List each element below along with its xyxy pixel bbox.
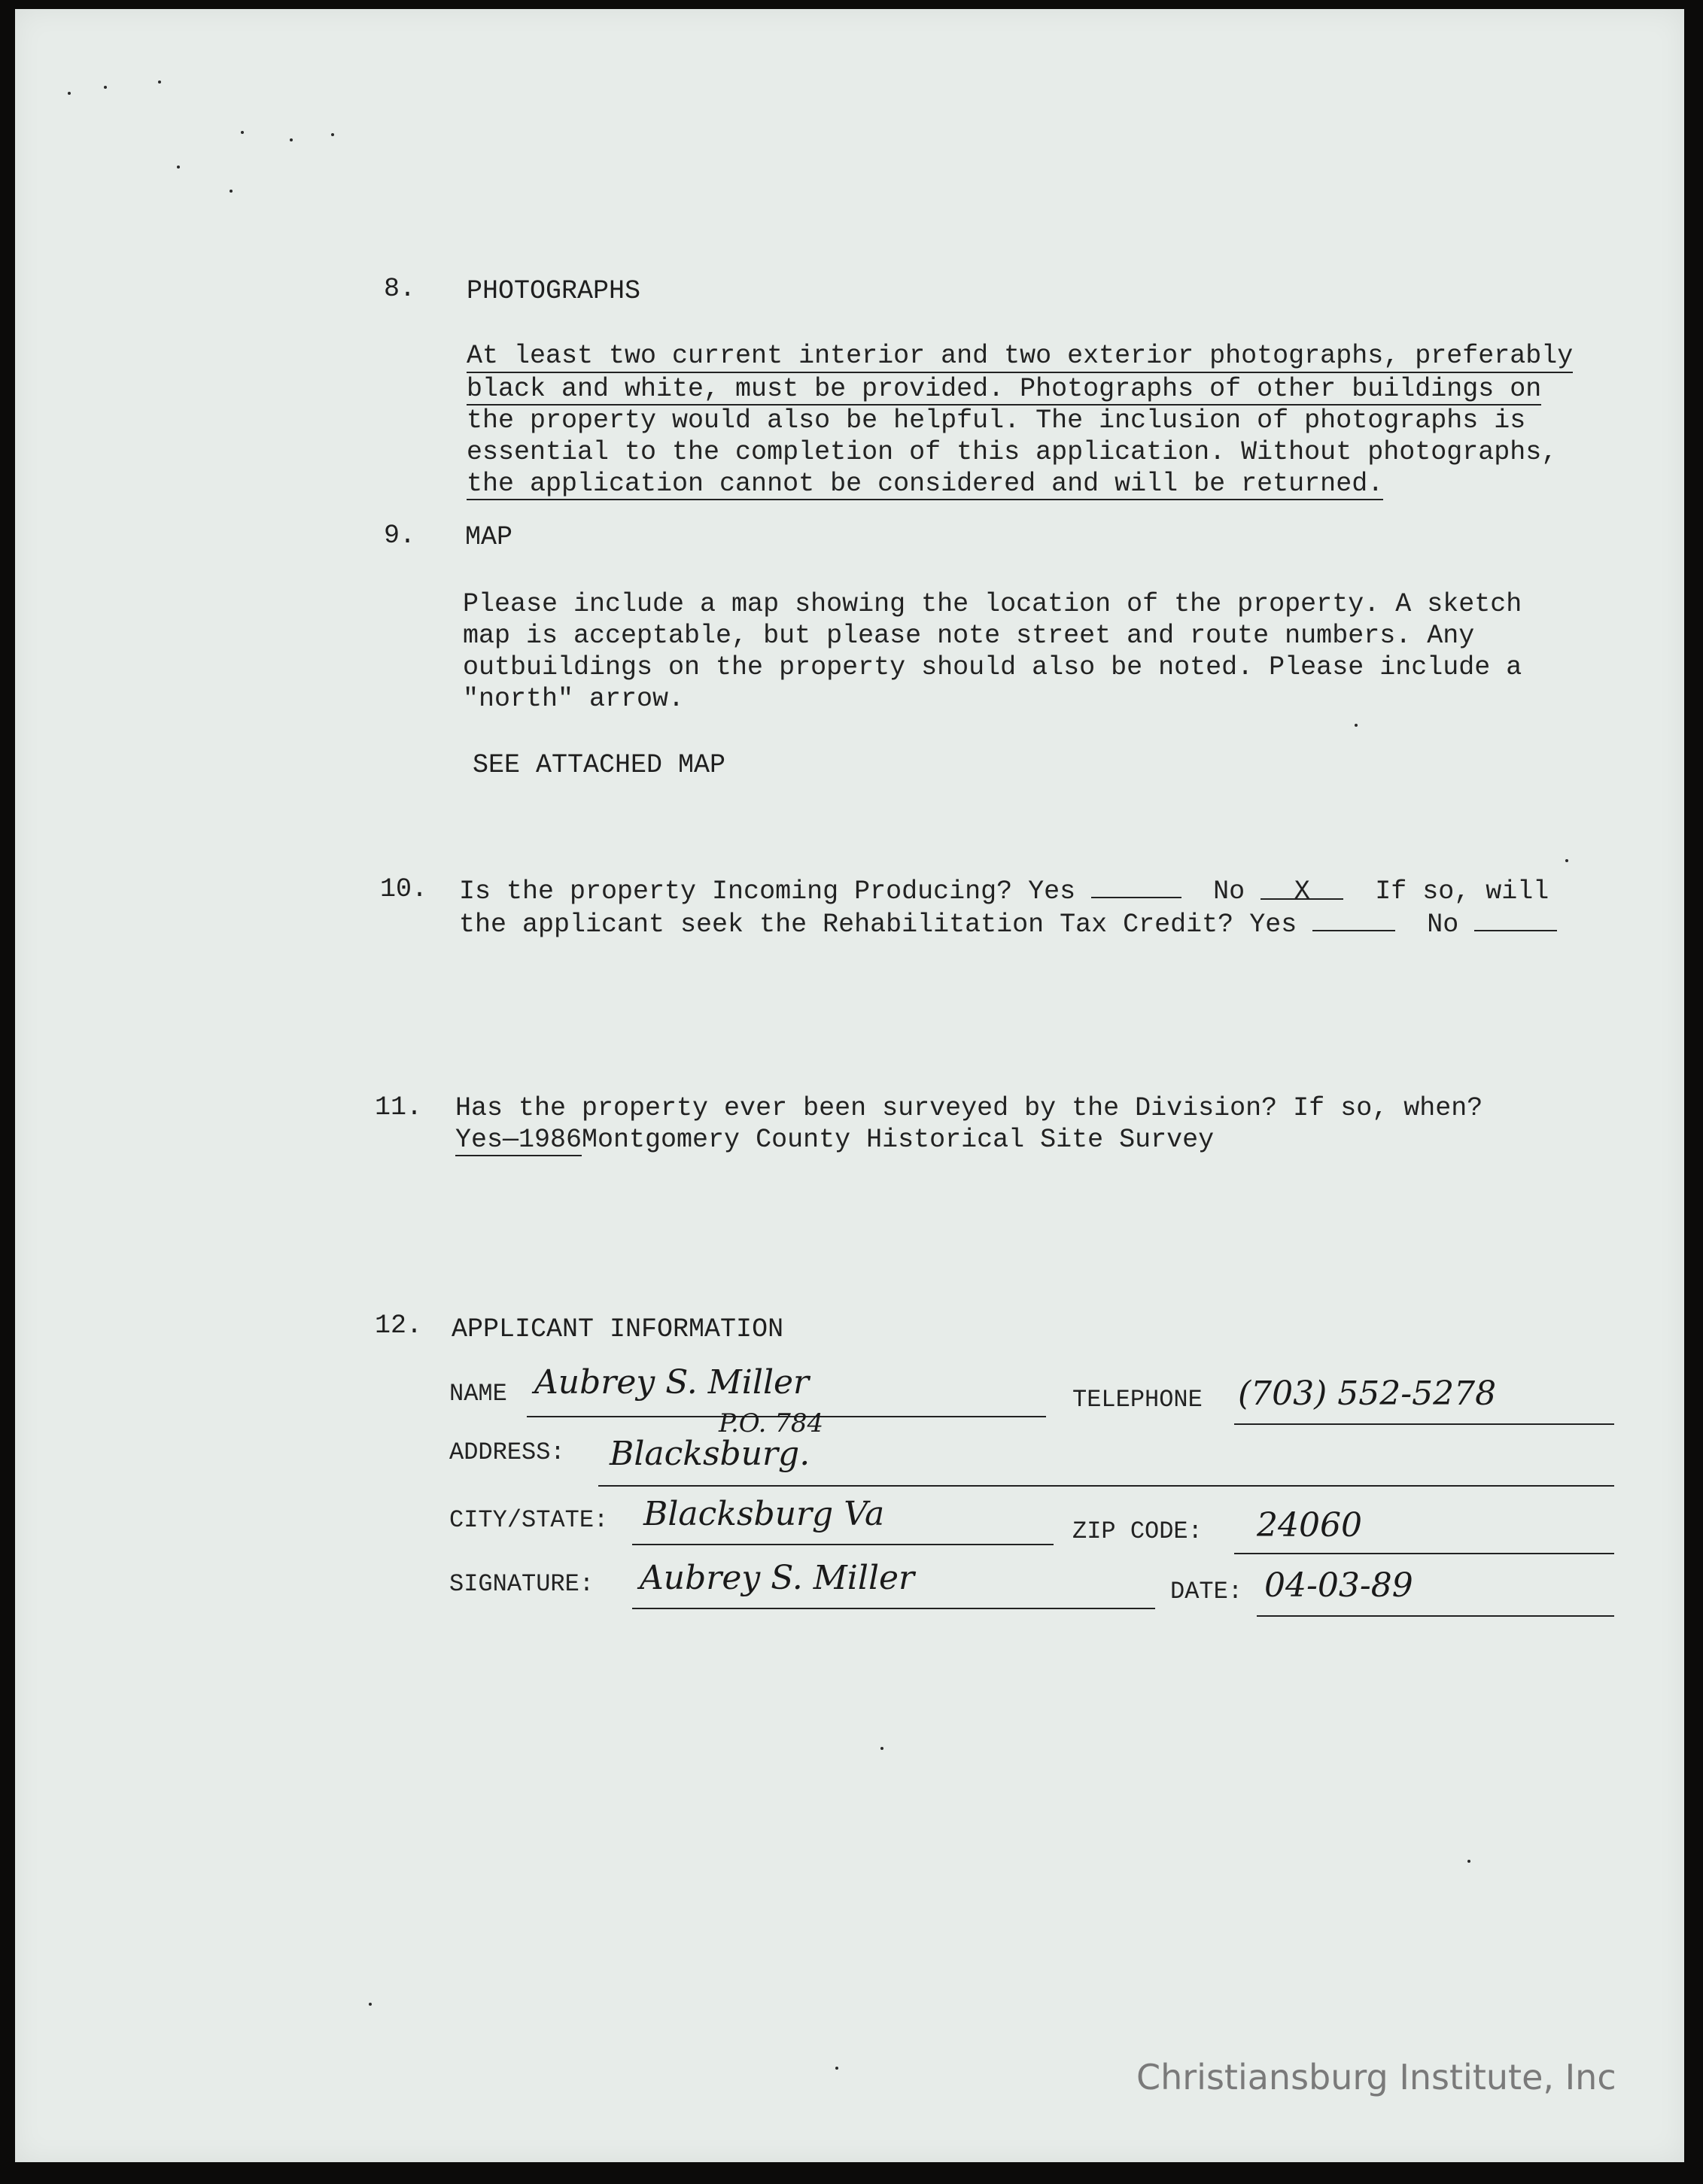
name-label: NAME [449,1380,507,1408]
address-value: Blacksburg. [610,1435,810,1473]
paper-speck [1355,724,1358,727]
section-11-number: 11. [375,1092,423,1122]
signature-line [632,1608,1155,1609]
section-9-heading: MAP [465,522,513,552]
section-9-body [463,588,1522,715]
telephone-label: TELEPHONE [1072,1386,1203,1414]
paper-speck [158,80,161,84]
section-10-body [459,874,1557,940]
section-12-heading: APPLICANT INFORMATION [452,1314,784,1344]
section-8-number: 8. [384,274,416,304]
paper-speck [230,190,233,193]
section-9-line: "north" arrow. [463,684,685,714]
telephone-line [1234,1423,1614,1425]
paper-speck [241,131,244,134]
section-11-question: Has the property ever been surveyed by the Division? If so, when? [455,1093,1483,1123]
paper-speck [880,1747,883,1750]
paper-speck [177,166,180,169]
section-10-line-2: the applicant seek the Rehabilitation Tax Credit? Yes No [459,907,1557,940]
section-8-heading: PHOTOGRAPHS [467,276,641,306]
section-10-number: 10. [380,874,428,904]
tax-credit-yes-blank [1312,907,1395,931]
section-10-line-1: Is the property Incoming Producing? Yes No X If so, will [459,874,1557,907]
paper-speck [104,86,107,89]
zip-code-value: 24060 [1257,1506,1362,1545]
section-8-line: black and white, must be provided. Photographs of other buildings on [467,374,1542,404]
section-12-number: 12. [375,1311,423,1341]
section-11-answer: Yes—1986Montgomery County Historical Site Survey [455,1125,1215,1155]
tax-credit-no-blank [1474,907,1557,931]
section-8-body [467,340,1573,500]
income-yes-blank [1091,874,1181,898]
section-8-line: the application cannot be considered and will be returned. [467,469,1384,499]
telephone-value: (703) 552-5278 [1238,1374,1497,1413]
section-9-number: 9. [384,521,416,551]
paper-speck [369,2003,372,2006]
paper-speck [290,138,293,141]
section-9-note: SEE ATTACHED MAP [473,750,726,780]
section-11-body [455,1092,1483,1156]
zip-code-line [1234,1553,1614,1554]
address-line [598,1485,1614,1487]
paper-speck [1565,859,1568,862]
paper-speck [331,133,334,136]
section-8-line: essential to the completion of this application. Without photographs, [467,437,1558,467]
address-label: ADDRESS: [449,1438,565,1466]
zip-code-label: ZIP CODE: [1072,1517,1203,1545]
city-state-line [632,1544,1054,1545]
signature-label: SIGNATURE: [449,1570,595,1598]
section-9-line: Please include a map showing the location of the property. A sketch [463,589,1522,619]
section-8-line: the property would also be helpful. The inclusion of photographs is [467,406,1526,436]
section-9-line: map is acceptable, but please note street and route numbers. Any [463,621,1475,651]
address-po-box: P.O. 784 [719,1408,824,1438]
city-state-label: CITY/STATE: [449,1506,609,1534]
paper-speck [835,2067,838,2070]
paper-speck [1467,1860,1470,1863]
name-value: Aubrey S. Miller [534,1363,810,1402]
section-9-line: outbuildings on the property should also be noted. Please include a [463,652,1522,682]
paper-speck [68,92,71,95]
city-state-value: Blacksburg Va [643,1495,885,1533]
signature-value: Aubrey S. Miller [640,1559,915,1597]
section-8-line: At least two current interior and two exterior photographs, preferably [467,340,1573,373]
document-page [15,9,1684,2162]
watermark-text: Christiansburg Institute, Inc [1136,2057,1616,2097]
date-label: DATE: [1170,1578,1243,1605]
date-value: 04-03-89 [1264,1566,1413,1605]
date-line [1257,1615,1614,1617]
income-no-blank: X [1261,876,1343,900]
